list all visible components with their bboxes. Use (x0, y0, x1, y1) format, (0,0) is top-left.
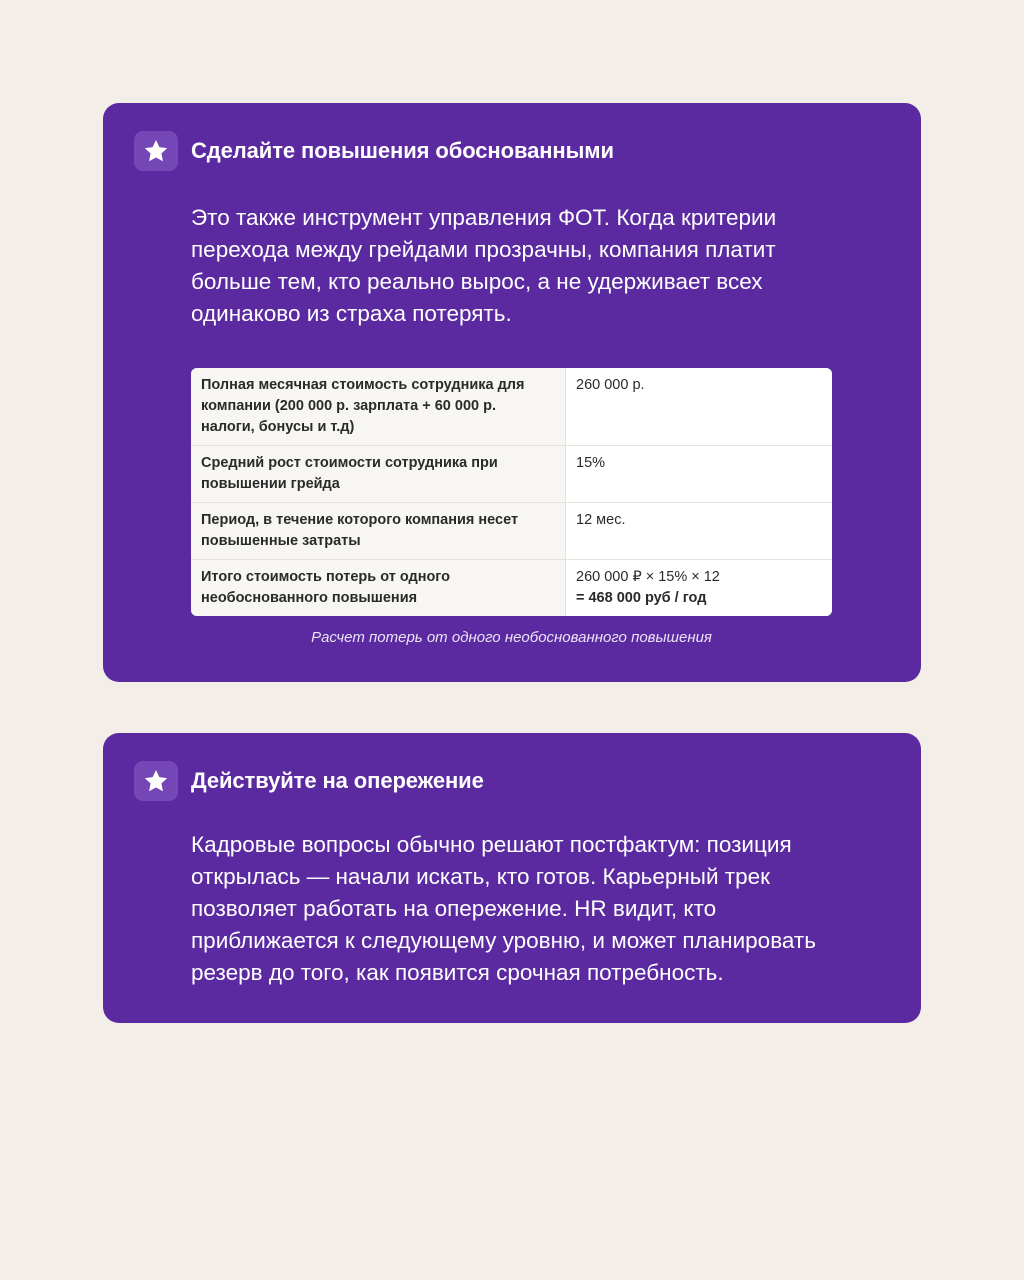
card-body-text: Кадровые вопросы обычно решают постфактум: позиция открылась — начали искать, кто готов. Карьерный трек позволяет работать на опережение. HR видит, кто приближается к следующему уровню, и может планировать резерв до того, как появится срочная потребность. (191, 832, 816, 985)
card-header (134, 761, 484, 801)
table-caption: Расчет потерь от одного необоснованного повышения (311, 629, 712, 646)
row-value: 260 000 ₽ × 15% × 12 = 468 000 руб / год (566, 559, 832, 616)
card-title: Действуйте на опережение (191, 768, 484, 793)
star-icon (134, 131, 178, 171)
card-title: Сделайте повышения обоснованными (191, 138, 614, 163)
table-row-total (191, 559, 832, 616)
table-row (191, 368, 832, 445)
total-amount: = 468 000 руб / год (576, 590, 707, 606)
card-header (134, 131, 614, 171)
info-card-act-proactively (103, 733, 921, 1023)
star-icon (134, 761, 178, 801)
row-label: Итого стоимость потерь от одного необоснованного повышения (191, 559, 566, 616)
row-value: 15% (566, 445, 832, 502)
row-label: Средний рост стоимости сотрудника при повышении грейда (191, 445, 566, 502)
row-value: 12 мес. (566, 502, 832, 559)
row-value: 260 000 р. (566, 368, 832, 445)
table-row (191, 445, 832, 502)
loss-calculation-table (191, 368, 832, 616)
card-body-text: Это также инструмент управления ФОТ. Когда критерии перехода между грейдами прозрачны, компания платит больше тем, кто реально вырос, а не удерживает всех одинаково из страха потерять. (191, 205, 777, 326)
table-row (191, 502, 832, 559)
row-label: Полная месячная стоимость сотрудника для компании (200 000 р. зарплата + 60 000 р. налоги, бонусы и т.д) (191, 368, 566, 445)
row-label: Период, в течение которого компания несет повышенные затраты (191, 502, 566, 559)
info-card-justified-promotions (103, 103, 921, 682)
